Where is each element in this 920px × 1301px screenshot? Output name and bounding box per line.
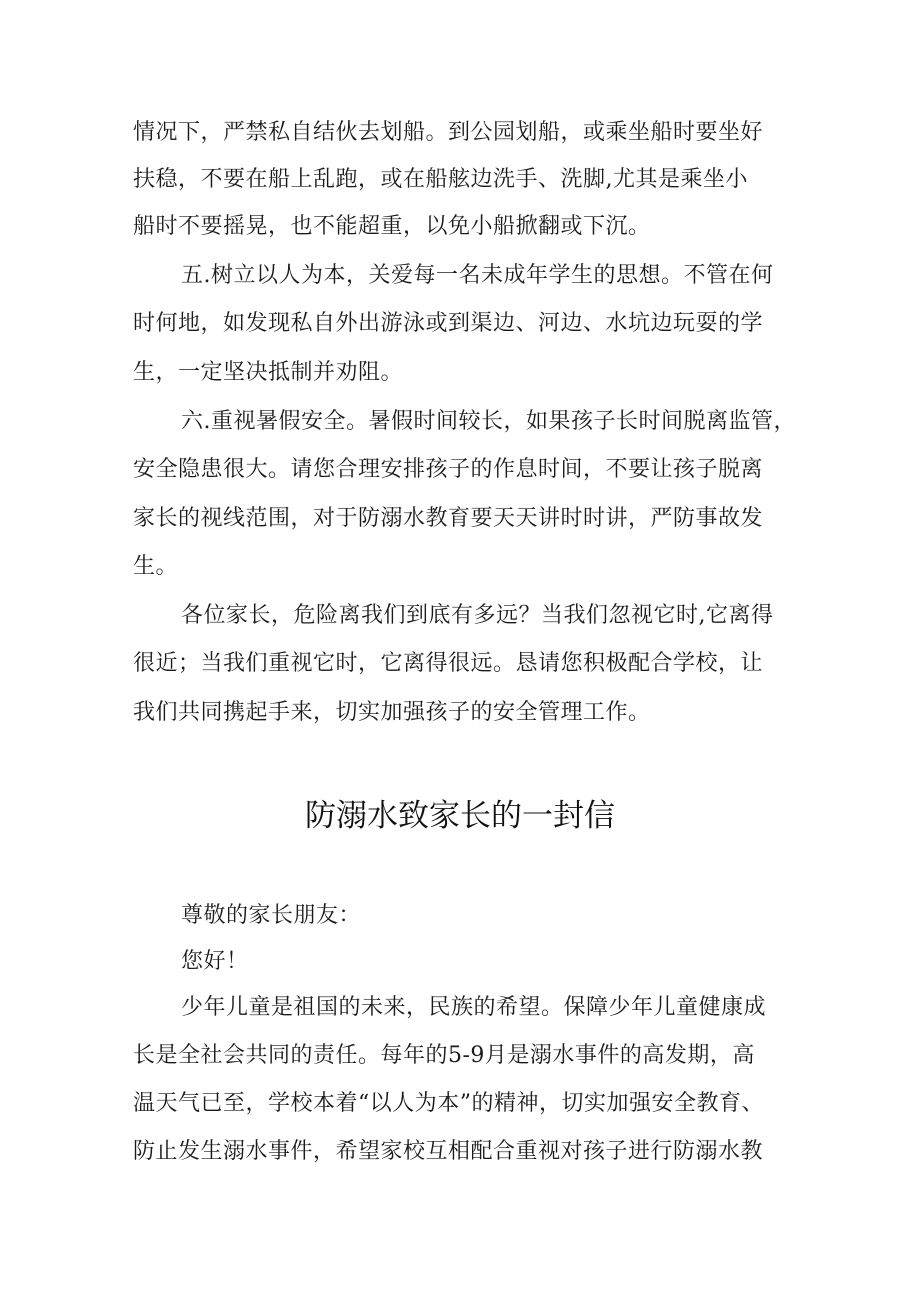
- greeting: 您好！: [181, 949, 249, 974]
- paragraph-line: 我们共同携起手来，切实加强孩子的安全管理工作。: [133, 700, 651, 725]
- paragraph-line: 温天气已至，学校本着“以人为本”的精神，切实加强安全教育、: [133, 1091, 764, 1116]
- paragraph-line: 少年儿童是祖国的未来，民族的希望。保障少年儿童健康成: [181, 995, 767, 1020]
- paragraph-line: 情况下，严禁私自结伙去划船。到公园划船，或乘坐船时要坐好: [133, 120, 764, 145]
- paragraph-line: 船时不要摇晃，也不能超重，以免小船掀翻或下沉。: [133, 214, 651, 239]
- paragraph-line: 时何地，如发现私自外出游泳或到渠边、河边、水坑边玩耍的学: [133, 311, 764, 336]
- paragraph-line: 扶稳，不要在船上乱跑，或在船舷边洗手、洗脚,尤其是乘坐小: [133, 167, 748, 192]
- paragraph-line: 家长的视线范围，对于防溺水教育要天天讲时时讲，严防事故发: [133, 506, 764, 531]
- paragraph-line: 生，一定坚决抵制并劝阻。: [133, 360, 404, 385]
- paragraph-line: 安全隐患很大。请您合理安排孩子的作息时间，不要让孩子脱离: [133, 457, 764, 482]
- paragraph-line: 长是全社会共同的责任。每年的5-9月是溺水事件的高发期，高: [133, 1043, 755, 1068]
- paragraph-line: 很近；当我们重视它时，它离得很远。恳请您积极配合学校，让: [133, 651, 764, 676]
- paragraph-line: 六.重视暑假安全。暑假时间较长，如果孩子长时间脱离监管，: [181, 409, 796, 434]
- paragraph-line: 生。: [133, 554, 179, 579]
- paragraph-line: 防止发生溺水事件，希望家校互相配合重视对孩子进行防溺水教: [133, 1139, 764, 1164]
- page-title: 防溺水致家长的一封信: [305, 798, 615, 834]
- salutation: 尊敬的家长朋友：: [181, 903, 362, 928]
- paragraph-line: 各位家长，危险离我们到底有多远？当我们忽视它时,它离得: [181, 603, 774, 628]
- paragraph-line: 五.树立以人为本，关爱每一名未成年学生的思想。不管在何: [181, 263, 774, 288]
